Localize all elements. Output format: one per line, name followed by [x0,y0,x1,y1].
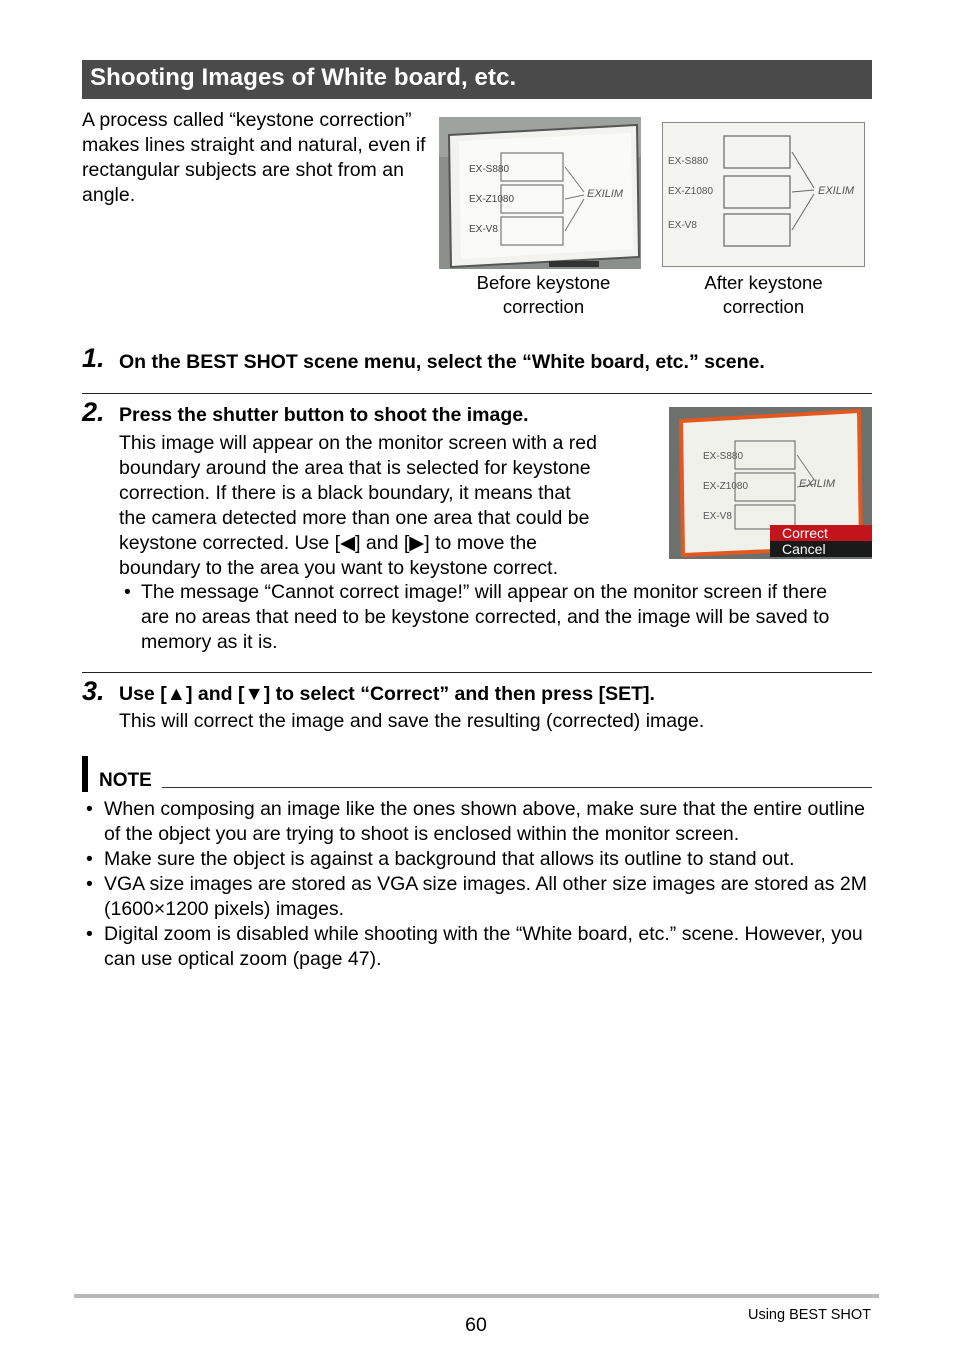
after-caption-line-2: correction [722,296,805,317]
bullet-dot: • [86,873,93,895]
board-label-1: EX-S880 [469,164,510,175]
intro-paragraph: A process called “keystone correction” makes lines straight and natural, even if rectangular subjects are shot from an angle. [82,109,426,206]
board-brand-screen: EXILIM [799,478,836,490]
step-2-line-2: boundary around the area that is selected for keystone [119,457,591,479]
monitor-screen-photo [669,407,872,559]
board-label-3: EX-V8 [469,224,498,235]
step-2-bullet [119,580,859,655]
bullet-dot: • [86,798,93,820]
step-2-line-3: correction. If there is a black boundary, it means that [119,482,571,504]
after-keystone-illustration [662,122,865,267]
board-label-2-screen: EX-Z1080 [703,481,749,492]
note-item-text: VGA size images are stored as VGA size images. All other size images are stored as 2M (1600×1200 pixels) images. [104,873,868,920]
step-3-number: 3. [82,676,105,706]
step-2-line-6: boundary to the area you want to keystone correct. [119,557,559,579]
board-brand: EXILIM [587,188,624,200]
after-keystone-photo [662,122,865,267]
footer-rule [74,1294,879,1298]
step-2-title: Press the shutter button to shoot the image. [119,404,529,426]
board-label-1-screen: EX-S880 [703,451,744,462]
before-caption [439,271,648,319]
note-item-text: When composing an image like the ones shown above, make sure that the entire outline of the object you are trying to shoot is enclosed within the monitor screen. [104,798,865,845]
before-keystone-photo [439,117,641,269]
step-2-line-4: the camera detected more than one area that could be [119,507,590,529]
note-item [82,922,872,972]
divider [82,672,872,673]
before-caption-line-2: correction [502,296,585,317]
note-item-text: Make sure the object is against a background that allows its outline to stand out. [104,848,795,870]
menu-item-correct[interactable]: Correct [770,525,872,541]
divider [82,393,872,394]
menu-item-cancel[interactable]: Cancel [770,541,872,557]
board-label-3-after: EX-V8 [668,220,697,231]
note-item [82,797,872,847]
bullet-dot: • [86,848,93,870]
note-label: NOTE [99,770,152,791]
bullet-dot: • [86,923,93,945]
step-2-line-1: This image will appear on the monitor screen with a red [119,432,597,454]
bullet-dot: • [124,581,131,603]
note-item [82,847,872,872]
section-title: Shooting Images of White board, etc. [90,64,517,91]
step-2-bullet-text: The message “Cannot correct image!” will appear on the monitor screen if there are no areas that need to be keystone corrected, and the image will be saved to memory as it is. [141,581,830,653]
step-3-description: This will correct the image and save the resulting (corrected) image. [119,710,705,732]
note-list [82,797,872,972]
after-caption-line-1: After keystone [704,272,823,293]
step-2-description [119,431,659,581]
board-label-1-after: EX-S880 [668,156,709,167]
section-title-bar [82,60,872,99]
page-number: 60 [465,1314,487,1336]
step-1-number: 1. [82,343,105,373]
note-item [82,872,872,922]
note-marker [82,756,88,792]
footer-section-name: Using BEST SHOT [747,1307,871,1323]
before-keystone-illustration [439,117,641,269]
note-rule [162,787,872,788]
board-label-2-after: EX-Z1080 [668,186,714,197]
step-1-title: On the BEST SHOT scene menu, select the “White board, etc.” scene. [119,351,765,373]
board-brand-after: EXILIM [818,185,855,197]
board-label-2: EX-Z1080 [469,194,515,205]
step-2-number: 2. [82,397,105,427]
step-3-title: Use [▲] and [▼] to select “Correct” and then press [SET]. [119,683,655,705]
after-caption [660,271,867,319]
board-label-3-screen: EX-V8 [703,511,732,522]
before-caption-line-1: Before keystone [476,272,611,293]
note-item-text: Digital zoom is disabled while shooting with the “White board, etc.” scene. However, you can use optical zoom (page 47). [104,923,863,970]
step-2-line-5: keystone corrected. Use [◀] and [▶] to move the [119,532,538,554]
